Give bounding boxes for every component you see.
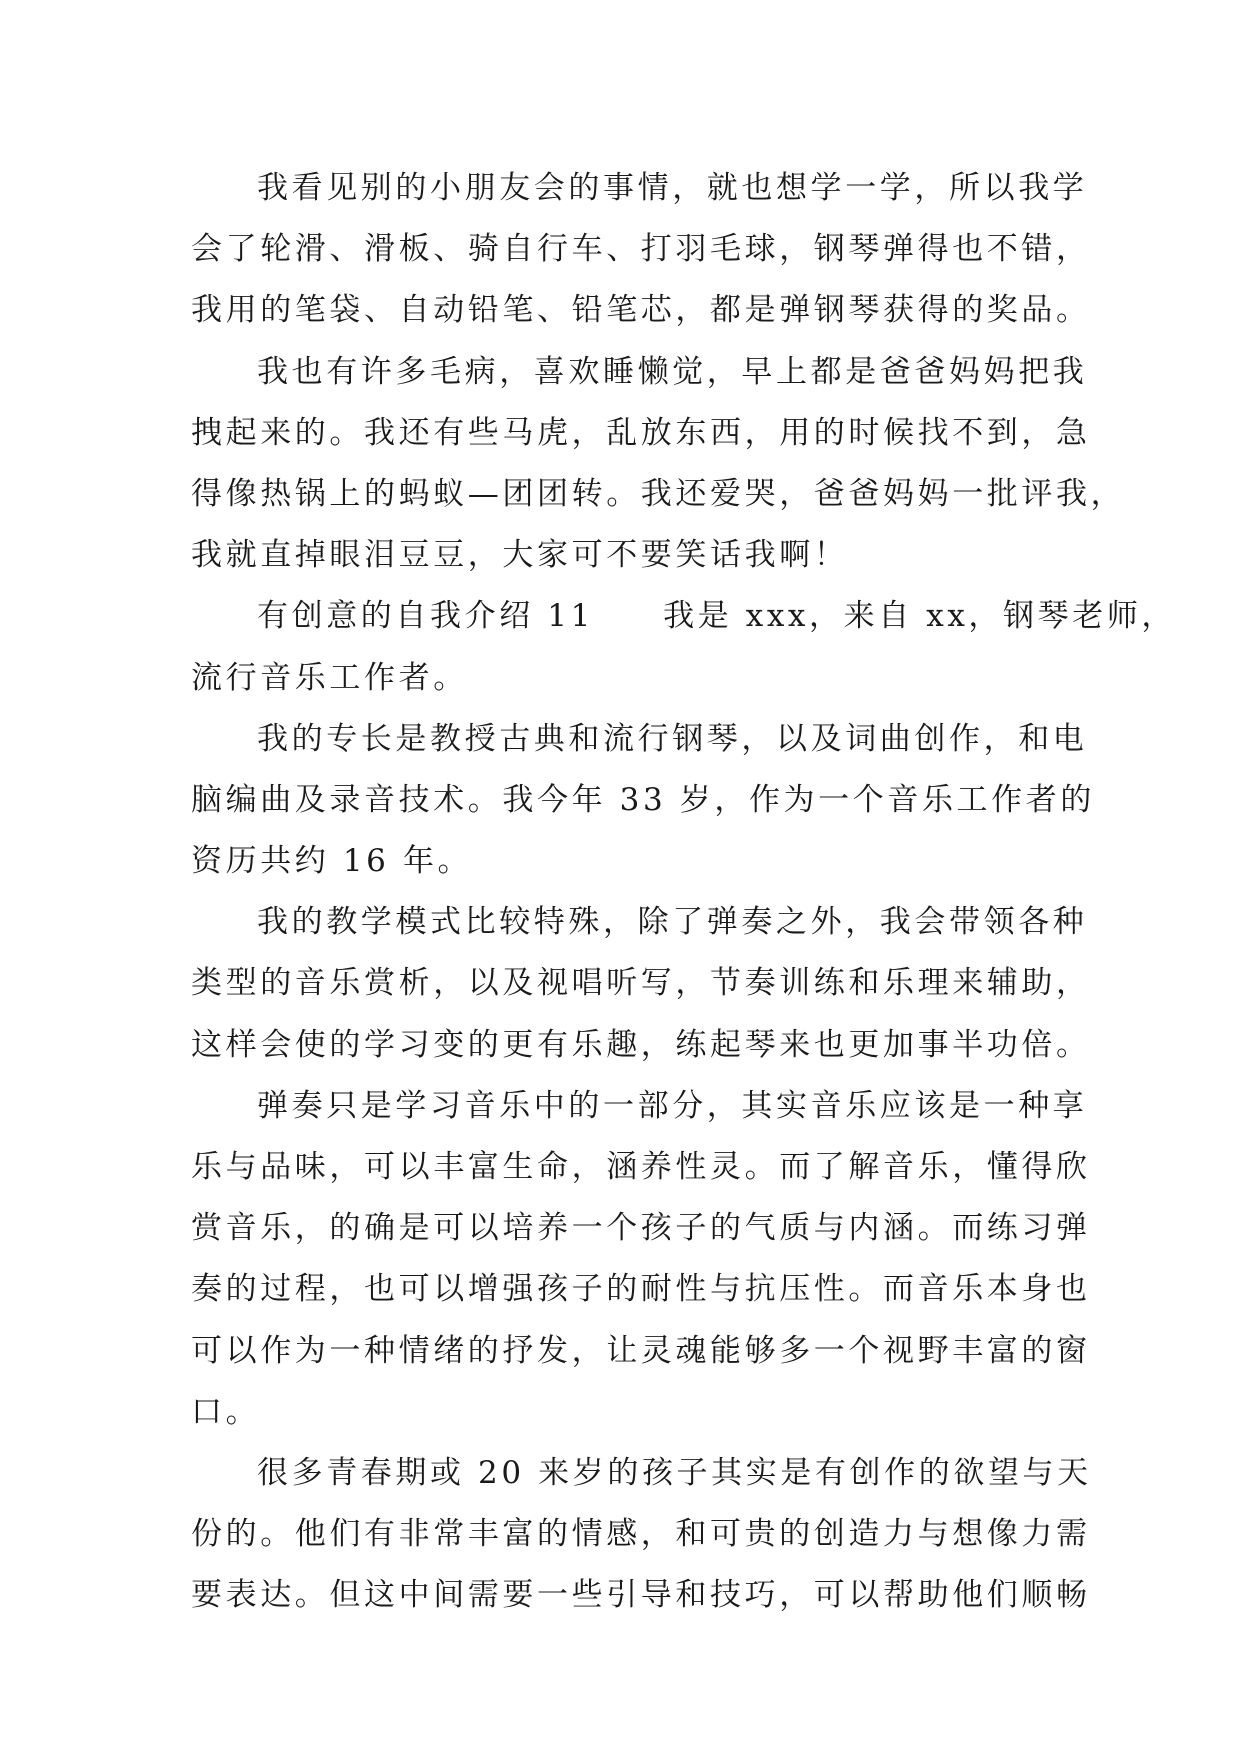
text-line: 拽起来的。我还有些马虎，乱放东西，用的时候找不到，急 (191, 414, 1091, 451)
text-line: 会了轮滑、滑板、骑自行车、打羽毛球，钢琴弹得也不错， (191, 231, 1091, 268)
text-line: 我的教学模式比较特殊，除了弹奏之外，我会带领各种 (257, 904, 1088, 941)
text-line: 份的。他们有非常丰富的情感，和可贵的创造力与想像力需 (191, 1516, 1091, 1553)
text-line: 乐与品味，可以丰富生命，涵养性灵。而了解音乐，懂得欣 (191, 1149, 1091, 1185)
text-line: 我看见别的小朋友会的事情，就也想学一学，所以我学 (257, 170, 1088, 206)
text-line: 脑编曲及录音技术。我今年 33 岁，作为一个音乐工作者的 (191, 781, 1095, 818)
text-line: 赏音乐，的确是可以培养一个孩子的气质与内涵。而练习弹 (191, 1210, 1091, 1247)
text-line: 流行音乐工作者。 (191, 659, 468, 696)
text-line: 可以作为一种情绪的抒发，让灵魂能够多一个视野丰富的窗 (191, 1332, 1091, 1369)
text-line: 资历共约 16 年。 (191, 843, 473, 880)
body-text (191, 158, 1177, 1627)
text-line: 我用的笔袋、自动铅笔、铅笔芯，都是弹钢琴获得的奖品。 (191, 292, 1091, 329)
text-line: 奏的过程，也可以增强孩子的耐性与抗压性。而音乐本身也 (191, 1271, 1091, 1308)
text-line: 要表达。但这中间需要一些引导和技巧，可以帮助他们顺畅 (191, 1577, 1091, 1614)
text-line: 很多青春期或 20 来岁的孩子其实是有创作的欲望与天 (257, 1454, 1092, 1491)
text-line: 有创意的自我介绍 11 我是 xxx，来自 xx，钢琴老师， (257, 598, 1177, 635)
text-line: 类型的音乐赏析，以及视唱听写，节奏训练和乐理来辅助， (191, 965, 1091, 1002)
text-line: 弹奏只是学习音乐中的一部分，其实音乐应该是一种享 (257, 1087, 1088, 1124)
text-line: 得像热锅上的蚂蚁—团团转。我还爱哭，爸爸妈妈一批评我， (191, 475, 1126, 512)
text-line: 我的专长是教授古典和流行钢琴，以及词曲创作，和电 (257, 720, 1088, 757)
text-line: 口。 (191, 1393, 261, 1430)
text-line: 这样会使的学习变的更有乐趣，练起琴来也更加事半功倍。 (191, 1026, 1091, 1063)
text-line: 我也有许多毛病，喜欢睡懒觉，早上都是爸爸妈妈把我 (257, 353, 1088, 390)
text-line: 我就直掉眼泪豆豆，大家可不要笑话我啊！ (191, 537, 849, 574)
